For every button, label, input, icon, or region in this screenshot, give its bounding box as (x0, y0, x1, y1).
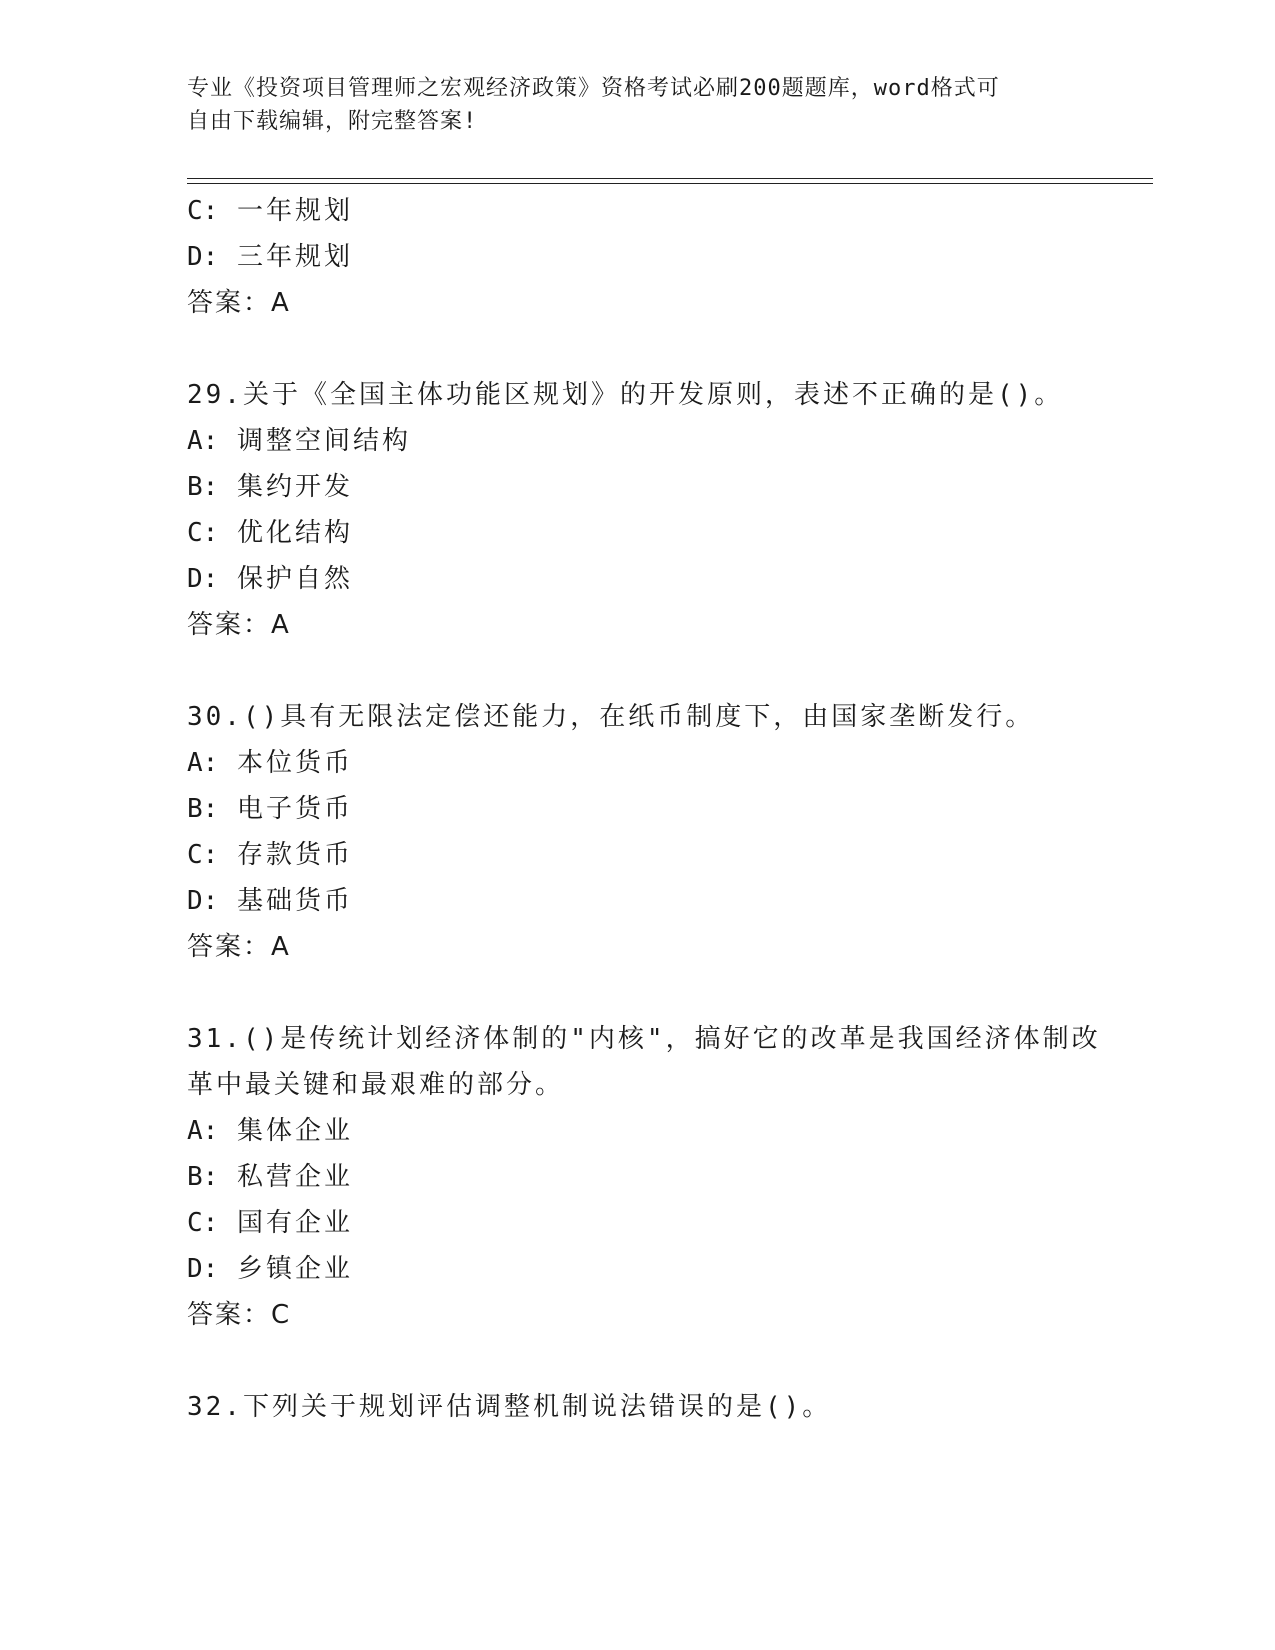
option-text: 本位货币 (236, 748, 353, 778)
option-key: D: (187, 1254, 219, 1284)
question-stem: 29.关于《全国主体功能区规划》的开发原则，表述不正确的是()。 (187, 380, 1064, 410)
option-text: 集体企业 (236, 1116, 353, 1146)
question-30 (187, 694, 1087, 970)
answer-label: 答案：C (187, 1300, 292, 1330)
option-b (187, 1154, 1087, 1200)
question-stem-line-2: 革中最关键和最艰难的部分。 (187, 1070, 565, 1100)
option-c (187, 832, 1087, 878)
option-key: B: (187, 1162, 219, 1192)
option-text: 基础货币 (236, 886, 353, 916)
option-b (187, 786, 1087, 832)
option-a (187, 418, 1087, 464)
question-32 (187, 1384, 1087, 1430)
option-key: C: (187, 840, 219, 870)
option-a (187, 1108, 1087, 1154)
option-key: A: (187, 1116, 219, 1146)
answer-label: 答案：A (187, 288, 291, 318)
option-text: 优化结构 (236, 518, 353, 548)
option-text: 调整空间结构 (236, 426, 411, 456)
option-text: 国有企业 (236, 1208, 353, 1238)
option-text: 集约开发 (236, 472, 353, 502)
option-c (187, 188, 1087, 234)
option-d (187, 878, 1087, 924)
option-key: D: (187, 886, 219, 916)
option-d (187, 556, 1087, 602)
answer-label: 答案：A (187, 932, 291, 962)
option-text: 存款货币 (236, 840, 353, 870)
option-c (187, 1200, 1087, 1246)
option-b (187, 464, 1087, 510)
option-text: 电子货币 (236, 794, 353, 824)
option-key: C: (187, 196, 219, 226)
answer-label: 答案：A (187, 610, 291, 640)
option-text: 一年规划 (236, 196, 353, 226)
question-stem: 30.()具有无限法定偿还能力，在纸币制度下，由国家垄断发行。 (187, 702, 1035, 732)
option-text: 乡镇企业 (236, 1254, 353, 1284)
question-stem: 32.下列关于规划评估调整机制说法错误的是()。 (187, 1392, 832, 1422)
option-key: B: (187, 472, 219, 502)
question-31 (187, 1016, 1101, 1338)
question-29 (187, 372, 1087, 648)
option-c (187, 510, 1087, 556)
option-text: 私营企业 (236, 1162, 353, 1192)
option-key: B: (187, 794, 219, 824)
option-key: D: (187, 242, 219, 272)
option-d (187, 1246, 1087, 1292)
option-key: C: (187, 1208, 219, 1238)
option-text: 保护自然 (236, 564, 353, 594)
question-list (187, 188, 1101, 1476)
question-stem-line-1: 31.()是传统计划经济体制的"内核"，搞好它的改革是我国经济体制改 (187, 1024, 1101, 1054)
option-d (187, 234, 1087, 280)
option-key: A: (187, 426, 219, 456)
option-key: D: (187, 564, 219, 594)
document-header (187, 72, 1067, 138)
option-key: C: (187, 518, 219, 548)
header-line-2: 自由下载编辑，附完整答案! (187, 109, 478, 134)
header-divider-bottom (187, 183, 1153, 184)
question-28-continued (187, 188, 1087, 326)
option-text: 三年规划 (236, 242, 353, 272)
option-key: A: (187, 748, 219, 778)
header-line-1: 专业《投资项目管理师之宏观经济政策》资格考试必刷200题题库，word格式可 (187, 76, 1000, 101)
option-a (187, 740, 1087, 786)
header-divider-top (187, 178, 1153, 179)
